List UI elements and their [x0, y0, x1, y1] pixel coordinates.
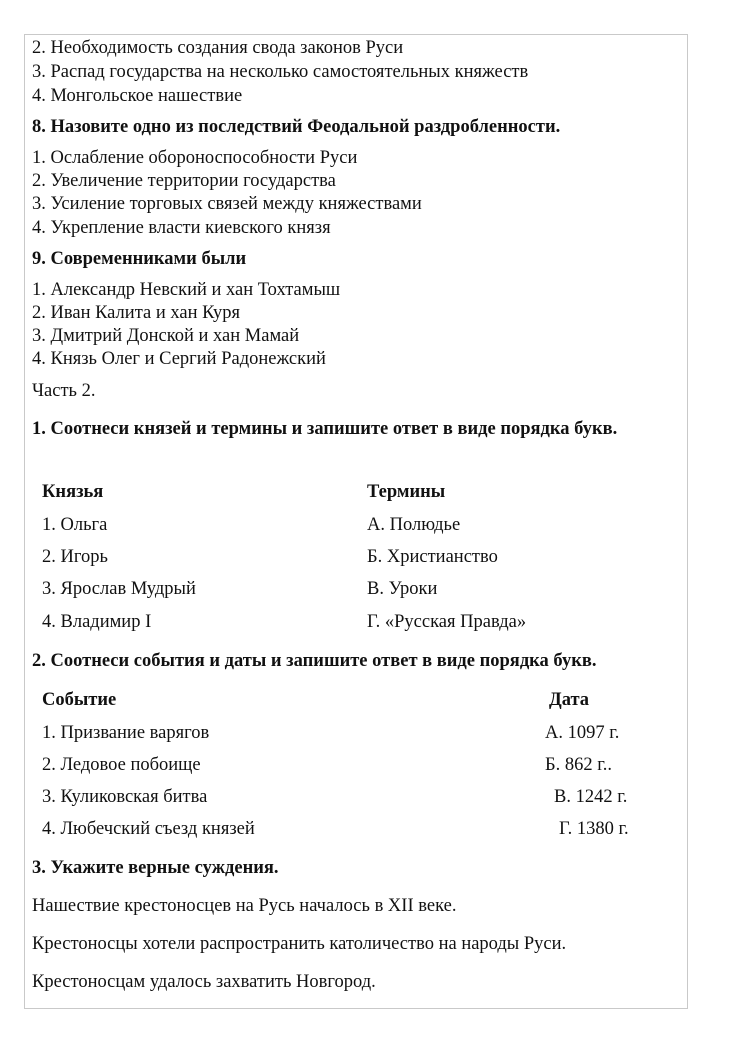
p2q1-col2-header: Термины [367, 482, 446, 502]
p2q2-row-2-right: Б. 862 г.. [545, 755, 612, 775]
p2q2-row-3-left: 3. Куликовская битва [42, 787, 208, 807]
p2q3-title: 3. Укажите верные суждения. [32, 858, 279, 878]
q9-option-2: 2. Иван Калита и хан Куря [32, 303, 241, 323]
q9-title: 9. Современниками были [32, 249, 247, 269]
q9-option-1: 1. Александр Невский и хан Тохтамыш [32, 280, 341, 300]
p2q1-row-3-right: В. Уроки [367, 579, 438, 599]
p2q2-row-1-right: А. 1097 г. [545, 723, 620, 743]
q8-option-2: 2. Увеличение территории государства [32, 171, 336, 191]
p2q2-col1-header: Событие [42, 690, 117, 710]
p2q1-row-1-right: А. Полюдье [367, 515, 461, 535]
p2q1-row-3-left: 3. Ярослав Мудрый [42, 579, 196, 599]
p2q2-col2-header: Дата [549, 690, 590, 710]
p2q1-row-1-left: 1. Ольга [42, 515, 108, 535]
q7-option-2: 2. Необходимость создания свода законов Руси [32, 38, 404, 58]
q9-option-3: 3. Дмитрий Донской и хан Мамай [32, 326, 300, 346]
p2q2-title: 2. Соотнеси события и даты и запишите ответ в виде порядка букв. [32, 651, 597, 671]
q8-option-1: 1. Ослабление обороноспособности Руси [32, 148, 358, 168]
q7-option-3: 3. Распад государства на несколько самостоятельных княжеств [32, 62, 529, 82]
p2q1-row-4-left: 4. Владимир I [42, 612, 152, 632]
q8-option-3: 3. Усиление торговых связей между княжествами [32, 194, 422, 214]
p2q1-col1-header: Князья [42, 482, 104, 502]
p2q1-row-4-right: Г. «Русская Правда» [367, 612, 527, 632]
q7-option-4: 4. Монгольское нашествие [32, 86, 243, 106]
p2q2-row-3-right: В. 1242 г. [554, 787, 628, 807]
p2q3-statement-2: Крестоносцы хотели распространить католичество на народы Руси. [32, 934, 567, 954]
q8-option-4: 4. Укрепление власти киевского князя [32, 218, 331, 238]
q9-option-4: 4. Князь Олег и Сергий Радонежский [32, 349, 326, 369]
p2q2-row-4-left: 4. Любечский съезд князей [42, 819, 255, 839]
q8-title: 8. Назовите одно из последствий Феодальной раздробленности. [32, 117, 561, 137]
p2q3-statement-3: Крестоносцам удалось захватить Новгород. [32, 972, 376, 992]
p2q2-row-2-left: 2. Ледовое побоище [42, 755, 201, 775]
p2q1-row-2-left: 2. Игорь [42, 547, 108, 567]
p2q1-row-2-right: Б. Христианство [367, 547, 498, 567]
p2q1-title: 1. Соотнеси князей и термины и запишите ответ в виде порядка букв. [32, 419, 618, 439]
p2q2-row-4-right: Г. 1380 г. [559, 819, 629, 839]
p2q3-statement-1: Нашествие крестоносцев на Русь началось в XII веке. [32, 896, 457, 916]
part2-label: Часть 2. [32, 381, 96, 401]
p2q2-row-1-left: 1. Призвание варягов [42, 723, 210, 743]
